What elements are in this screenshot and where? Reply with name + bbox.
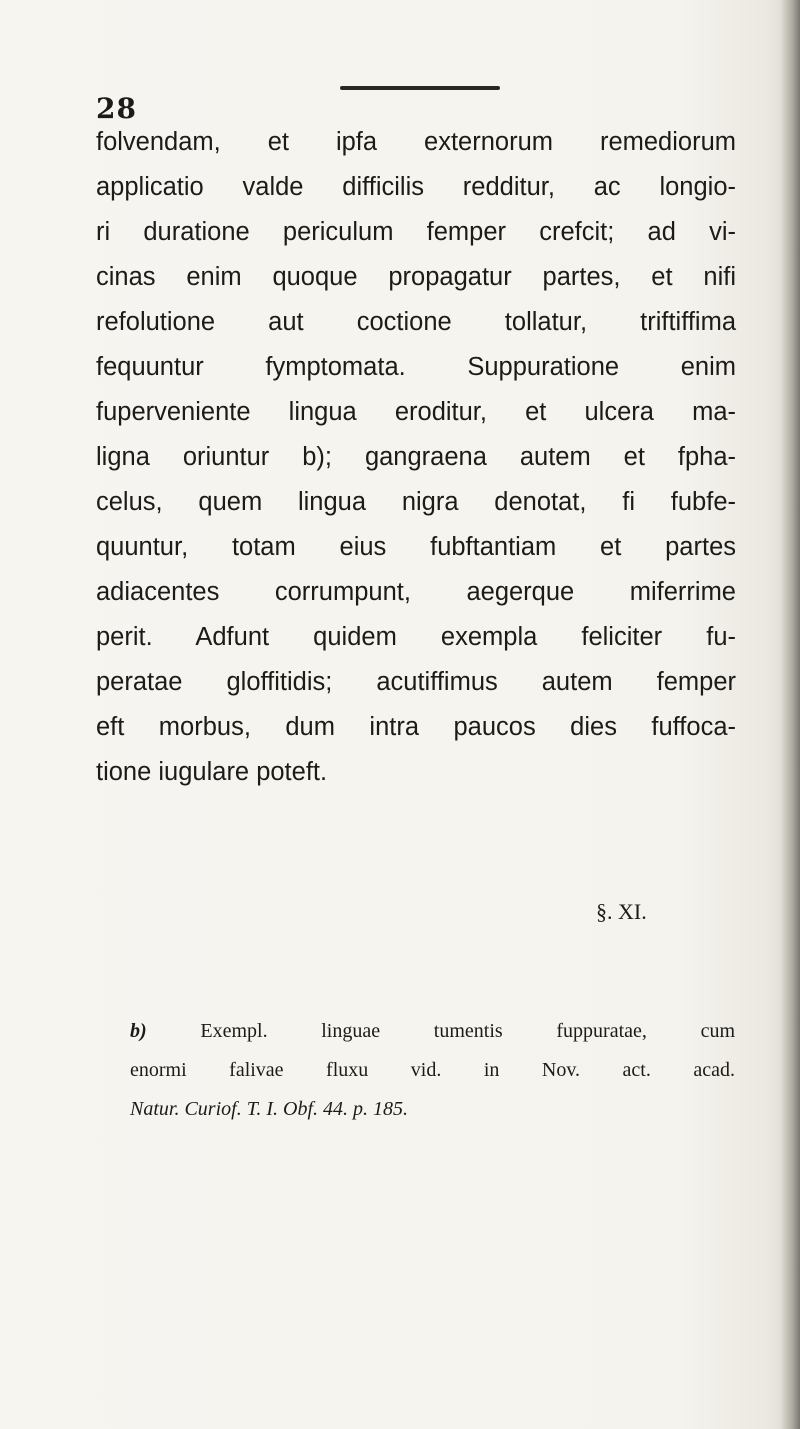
text-line: fuperveniente lingua eroditur, et ulcera ma- [96,398,736,426]
footnote-line: enormi falivae fluxu vid. in Nov. act. acad. [130,1059,735,1081]
text-line: ligna oriuntur b); gangraena autem et fpha- [96,443,736,471]
footnote-line-text: Exempl. linguae tumentis fuppuratae, cum [146,1020,735,1042]
text-line: adiacentes corrumpunt, aegerque miferrime [96,578,736,606]
text-line: fequuntur fymptomata. Suppuratione enim [96,353,736,381]
footnote-marker: b) [130,1020,147,1042]
footnote [130,1012,735,1129]
text-line: refolutione aut coctione tollatur, triftiffima [96,308,736,336]
body-text [96,120,736,795]
page-number: 28 [96,92,137,125]
text-line: tione iugulare poteft. [96,758,328,786]
text-line: peratae gloffitidis; acutiffimus autem femper [96,668,736,696]
text-line: celus, quem lingua nigra denotat, fi fubfe- [96,488,736,516]
text-line: eft morbus, dum intra paucos dies fuffoca- [96,713,736,741]
footnote-line [130,1012,735,1051]
text-line: perit. Adfunt quidem exempla feliciter fu- [96,623,736,651]
text-line: quuntur, totam eius fubftantiam et partes [96,533,736,561]
footnote-line: Natur. Curiof. T. I. Obf. 44. p. 185. [130,1098,408,1120]
text-line: applicatio valde difficilis redditur, ac longio- [96,173,736,201]
text-line: folvendam, et ipfa externorum remediorum [96,128,736,156]
page-edge-shadow [780,0,800,1429]
text-line: ri duratione periculum femper crefcit; ad vi- [96,218,736,246]
text-line: cinas enim quoque propagatur partes, et nifi [96,263,736,291]
header-rule [340,86,500,90]
section-heading: §. XI. [596,899,647,924]
